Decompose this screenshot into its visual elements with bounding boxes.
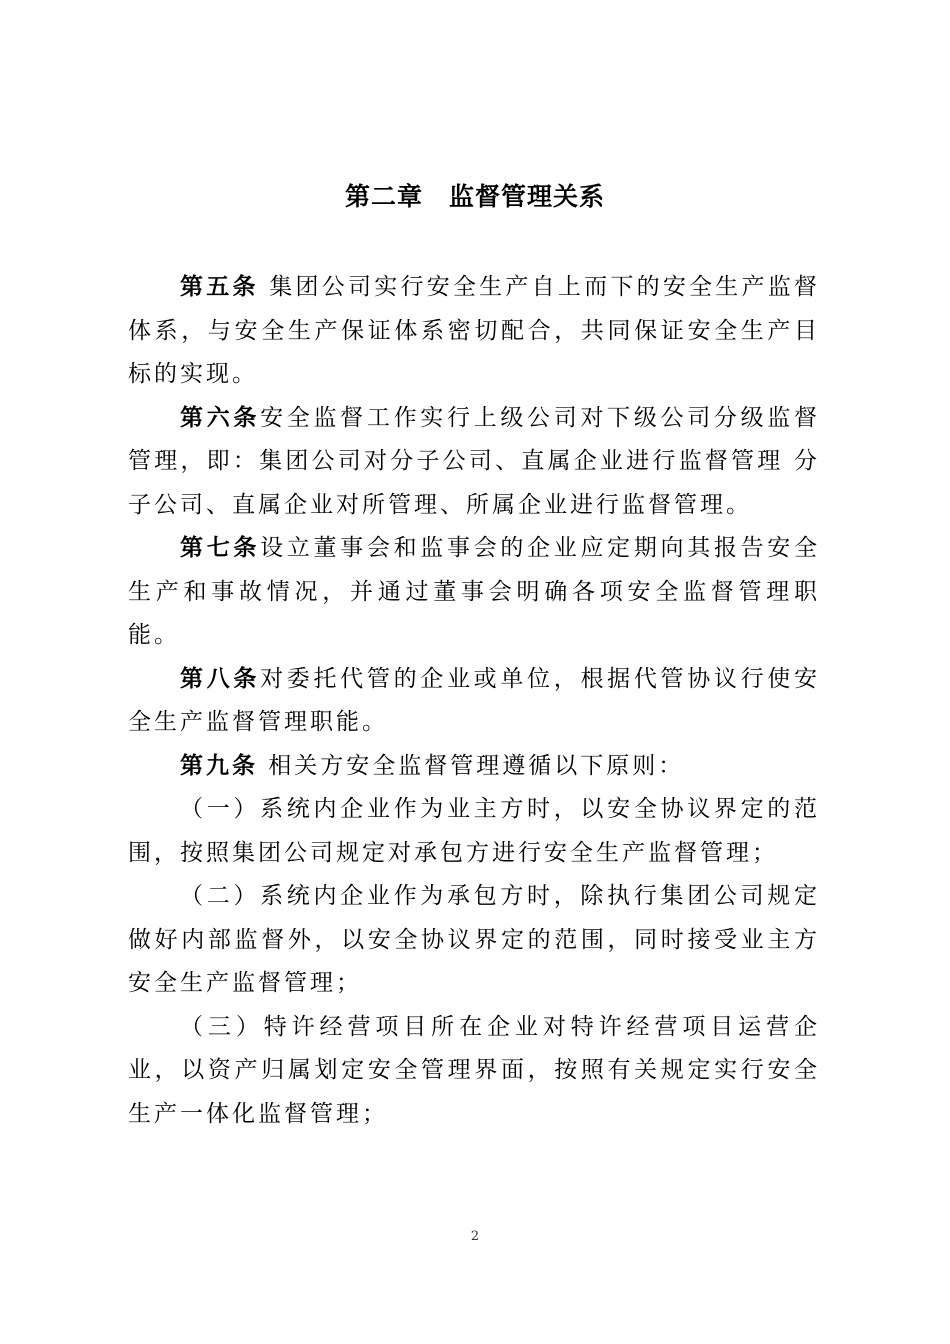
article-label: 第七条 <box>180 535 261 561</box>
article-label: 第八条 <box>180 665 261 692</box>
list-item: （一）系统内企业作为业主方时，以安全协议界定的范围，按照集团公司规定对承包方进行安全生产监督管理； <box>128 796 820 866</box>
article-8 <box>128 658 820 745</box>
page-number: 2 <box>470 1229 480 1244</box>
article-text: 安全监督工作实行上级公司对下级公司分级监督管理，即：集团公司对分子公司、直属企业进行监督管理 分子公司、直属企业对所管理、所属企业进行监督管理。 <box>128 404 821 518</box>
document-body <box>128 266 820 1136</box>
article-label: 第九条 <box>180 752 258 779</box>
article-9 <box>128 745 820 789</box>
list-item: （二）系统内企业作为承包方时，除执行集团公司规定做好内部监督外，以安全协议界定的范围，同时接受业主方安全生产监督管理； <box>128 883 820 996</box>
article-5 <box>128 266 820 397</box>
article-label: 第六条 <box>180 404 261 431</box>
article-text: 集团公司实行安全生产自上而下的安全生产监督体系，与安全生产保证体系密切配合，共同保证安全生产目标的实现。 <box>128 274 821 387</box>
list-item: （三）特许经营项目所在企业对特许经营项目运营企业，以资产归属划定安全管理界面，按照有关规定实行安全生产一体化监督管理； <box>128 1013 820 1127</box>
article-text: 设立董事会和监事会的企业应定期向其报告安全生产和事故情况，并通过董事会明确各项安全监督管理职能。 <box>128 535 821 648</box>
article-7 <box>128 527 820 658</box>
article-6 <box>128 397 820 528</box>
article-label: 第五条 <box>180 274 259 300</box>
article-text: 对委托代管的企业或单位，根据代管协议行使安全生产监督管理职能。 <box>128 665 821 735</box>
chapter-title: 第二章 监督管理关系 <box>344 182 605 211</box>
article-text: 相关方安全监督管理遵循以下原则： <box>258 752 685 779</box>
